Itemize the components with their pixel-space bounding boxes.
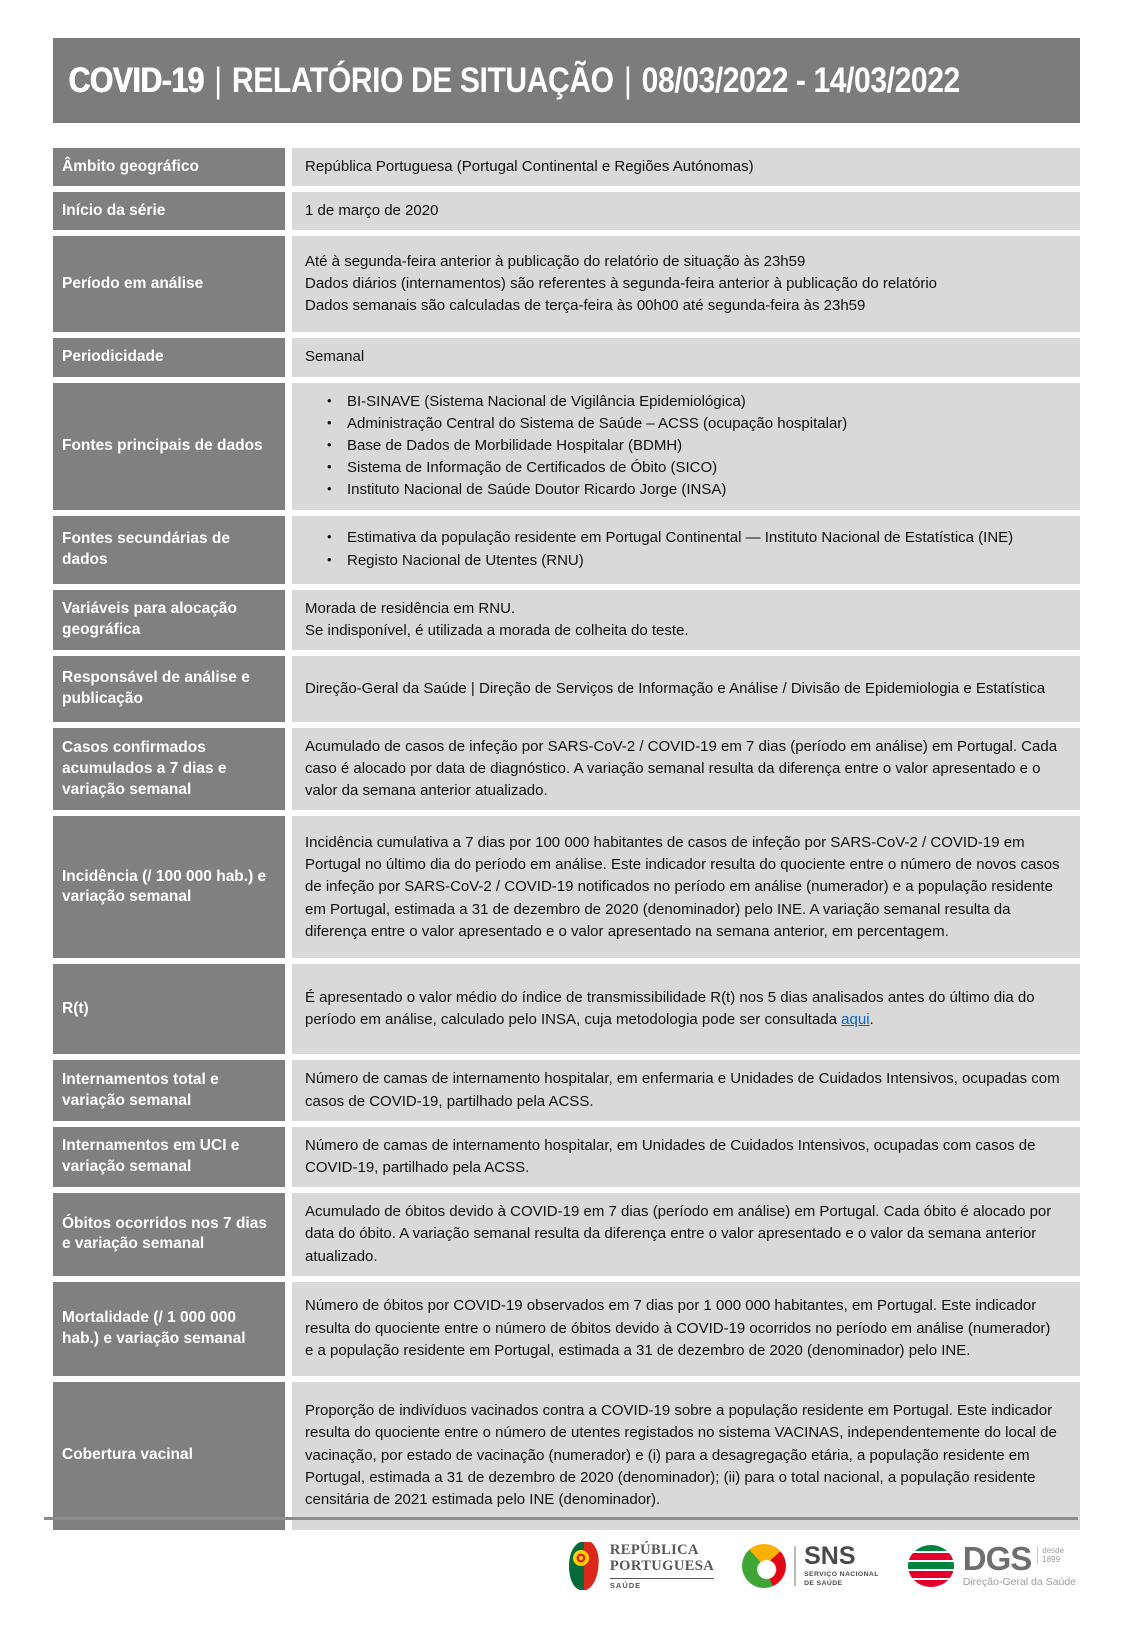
content-line: [305, 987, 1060, 1031]
row-content: [292, 590, 1080, 650]
rp-line2: PORTUGUESA: [609, 1558, 715, 1574]
row-content: [292, 1193, 1080, 1276]
dgs-since-year: 1899: [1042, 1554, 1061, 1564]
content-line: República Portuguesa (Portugal Continental e Regiões Autónomas): [305, 158, 754, 175]
row-label: R(t): [53, 964, 285, 1054]
row-label: Fontes secundárias de dados: [53, 516, 285, 584]
table-row-mortalidade: [53, 1282, 1080, 1376]
content-line: Número de óbitos por COVID-19 observados em 7 dias por 1 000 000 habitantes, em Portugal. Este indicador resulta do quociente entre o número de óbitos devido à COVID-19 ocorridos no período em análise (numerador) e a população residente em Portugal, estimada a 31 de dezembro de 2020 (denominador) pelo INE.: [305, 1297, 1051, 1359]
sns-subtitle-line1: SERVIÇO NACIONAL: [804, 1571, 879, 1579]
sns-subtitle: [804, 1571, 879, 1588]
list-item: [305, 413, 1060, 435]
row-label: Periodicidade: [53, 338, 285, 376]
report-title-doc: RELATÓRIO DE SITUAÇÃO: [231, 60, 614, 100]
sns-logo: [742, 1544, 879, 1588]
row-content: [292, 728, 1080, 811]
row-content: [292, 516, 1080, 584]
row-label: Fontes principais de dados: [53, 383, 285, 510]
row-content: [292, 816, 1080, 958]
list-item-text: Administração Central do Sistema de Saúde – ACSS (ocupação hospitalar): [347, 414, 848, 432]
bullet-icon: •: [327, 481, 332, 497]
portugal-flag-icon: [567, 1540, 601, 1592]
bullet-icon: •: [327, 414, 332, 430]
title-separator: |: [214, 60, 222, 100]
dgs-text: [962, 1539, 1076, 1589]
table-row-internamentos-uci: [53, 1127, 1080, 1187]
sns-subtitle-line2: DE SAÚDE: [804, 1579, 843, 1587]
row-content: [292, 338, 1080, 376]
footer-divider: [44, 1517, 1078, 1520]
content-line: Número de camas de internamento hospitalar, em Unidades de Cuidados Intensivos, ocupadas com casos de COVID-19, partilhado pela ACSS.: [305, 1136, 1036, 1176]
table-row-fontes-secundarias: [53, 516, 1080, 584]
row-label: Âmbito geográfico: [53, 148, 285, 186]
row-label: Internamentos total e variação semanal: [53, 1060, 285, 1120]
table-row-internamentos-total: [53, 1060, 1080, 1120]
row-label: Início da série: [53, 192, 285, 230]
bullet-icon: •: [327, 436, 332, 452]
rp-line1: REPÚBLICA: [609, 1541, 699, 1558]
row-label: Variáveis para alocação geográfica: [53, 590, 285, 650]
list-item-text: Base de Dados de Morbilidade Hospitalar (BDMH): [347, 436, 683, 454]
dgs-full-name: Direção-Geral da Saúde: [962, 1576, 1076, 1589]
row-content: [292, 1382, 1080, 1530]
report-title: [53, 61, 960, 101]
rp-ministry: SAÚDE: [610, 1578, 714, 1590]
row-label: Internamentos em UCI e variação semanal: [53, 1127, 285, 1187]
table-row-casos-confirmados: [53, 728, 1080, 811]
list-item-text: Sistema de Informação de Certificados de Óbito (SICO): [347, 459, 718, 477]
table-row-variaveis: [53, 590, 1080, 650]
content-line: Acumulado de óbitos devido à COVID-19 em 7 dias (período em análise) em Portugal. Cada óbito é alocado por data do óbito. A variação semanal resulta da diferença entre o valor apresentado e o valor da semana anterior atualizado.: [305, 1203, 1052, 1265]
row-content: [292, 236, 1080, 332]
content-line: Dados semanais são calculadas de terça-feira às 00h00 até segunda-feira às 23h59: [305, 297, 866, 315]
content-line: Acumulado de casos de infeção por SARS-CoV-2 / COVID-19 em 7 dias (período em análise) em Portugal. Cada caso é alocado por data de diagnóstico. A variação semanal resulta da diferença entre o valor apresentado e o valor da semana anterior atualizado.: [305, 737, 1058, 800]
table-row-periodo: [53, 236, 1080, 332]
title-separator: |: [623, 60, 632, 100]
bullet-list: [305, 527, 1060, 571]
row-label: Período em análise: [53, 236, 285, 332]
list-item: [305, 550, 1060, 572]
content-line: Número de camas de internamento hospitalar, em enfermaria e Unidades de Cuidados Intensivos, ocupadas com casos de COVID-19, partilhado pela ACSS.: [305, 1070, 1060, 1110]
table-row-incidencia: [53, 816, 1080, 958]
report-title-app: COVID-19: [68, 60, 204, 100]
row-content: [292, 964, 1080, 1054]
row-content: [292, 383, 1080, 510]
table-row-responsavel: [53, 656, 1080, 722]
sns-swirl-icon: [742, 1544, 786, 1588]
dgs-acronym: DGS: [962, 1539, 1032, 1577]
row-content: [292, 656, 1080, 722]
republica-portuguesa-text: [610, 1542, 714, 1590]
bullet-icon: •: [327, 551, 332, 567]
bullet-icon: •: [327, 529, 332, 545]
list-item: [305, 527, 1060, 549]
methodology-link[interactable]: aqui: [841, 1011, 870, 1029]
list-item-text: Instituto Nacional de Saúde Doutor Ricardo Jorge (INSA): [347, 481, 727, 499]
dgs-globe-icon: [907, 1543, 955, 1589]
list-item: [305, 479, 1060, 501]
content-line: Até à segunda-feira anterior à publicação do relatório de situação às 23h59: [305, 253, 806, 271]
report-title-band: [53, 38, 1080, 123]
content-line: Semanal: [305, 348, 365, 366]
content-line: 1 de março de 2020: [305, 202, 439, 220]
footer-logos: [44, 1540, 1078, 1592]
list-item-text: Registo Nacional de Utentes (RNU): [347, 551, 584, 569]
sns-divider: [794, 1546, 796, 1586]
table-row-fontes-principais: [53, 383, 1080, 510]
list-item: [305, 435, 1060, 457]
content-line: Proporção de indivíduos vacinados contra a COVID-19 sobre a população residente em Portugal. Este indicador resulta do quociente entre o número de utentes registados no sistema VACINAS, independentemente do local de vacinação, por estado de vacinação (numerador) e (i) para a desagregação etária, a população residente em Portugal, estimada a 31 de dezembro de 2020 (denominador); (ii) para o total nacional, a população residente censitária de 2021 estimada pelo INE (denominador).: [305, 1402, 1057, 1509]
content-line: Se indisponível, é utilizada a morada de colheita do teste.: [305, 621, 689, 639]
row-label: Cobertura vacinal: [53, 1382, 285, 1530]
content-line: Morada de residência em RNU.: [305, 599, 516, 617]
report-date-range: 08/03/2022 - 14/03/2022: [641, 60, 960, 100]
sns-acronym: SNS: [804, 1542, 856, 1571]
content-line: Dados diários (internamentos) são referentes à segunda-feira anterior à publicação do relatório: [305, 275, 938, 293]
row-content: [292, 1060, 1080, 1120]
metadata-table: [53, 148, 1080, 1530]
bullet-list: [305, 391, 1060, 502]
row-label: Mortalidade (/ 1 000 000 hab.) e variação semanal: [53, 1282, 285, 1376]
row-label: Responsável de análise e publicação: [53, 656, 285, 722]
content-line: Direção-Geral da Saúde | Direção de Serviços de Informação e Análise / Divisão de Epidemiologia e Estatística: [305, 679, 1046, 697]
list-item: [305, 457, 1060, 479]
dgs-since-word: desde: [1042, 1545, 1065, 1555]
dgs-since: [1037, 1546, 1064, 1564]
bullet-icon: •: [327, 392, 332, 408]
table-row-cobertura-vacinal: [53, 1382, 1080, 1530]
table-row-rt: [53, 964, 1080, 1054]
row-label: Óbitos ocorridos nos 7 dias e variação semanal: [53, 1193, 285, 1276]
sns-text: [804, 1544, 879, 1588]
bullet-icon: •: [327, 459, 332, 475]
rt-text-pre: É apresentado o valor médio do índice de transmissibilidade R(t) nos 5 dias analisados antes do último dia do período em análise, calculado pelo INSA, cuja metodologia pode ser consultada: [305, 989, 1035, 1029]
row-content: [292, 192, 1080, 230]
table-row-periodicidade: [53, 338, 1080, 376]
table-row-obitos: [53, 1193, 1080, 1276]
row-content: [292, 1282, 1080, 1376]
row-label: Incidência (/ 100 000 hab.) e variação semanal: [53, 816, 285, 958]
list-item-text: BI-SINAVE (Sistema Nacional de Vigilância Epidemiológica): [347, 392, 746, 410]
rt-text-post: .: [869, 1011, 874, 1029]
republica-portuguesa-logo: [567, 1540, 714, 1592]
table-row-inicio: [53, 192, 1080, 230]
dgs-logo: [907, 1539, 1076, 1589]
row-content: [292, 148, 1080, 186]
row-content: [292, 1127, 1080, 1187]
content-line: Incidência cumulativa a 7 dias por 100 000 habitantes de casos de infeção por SARS-CoV-2 / COVID-19 em Portugal no último dia do período em análise. Este indicador resulta do quociente entre o número de novos casos de infeção por SARS-CoV-2 / COVID-19 notificados no período em análise (numerador) e a população residente em Portugal, estimada a 31 de dezembro de 2020 (denominador) pelo INE. A variação semanal resulta da diferença entre o valor apresentado e o valor apresentado na semana anterior, em percentagem.: [305, 833, 1060, 940]
row-label: Casos confirmados acumulados a 7 dias e variação semanal: [53, 728, 285, 811]
table-row-ambito: [53, 148, 1080, 186]
list-item-text: Estimativa da população residente em Portugal Continental — Instituto Nacional de Estatística (INE): [347, 529, 1014, 547]
list-item: [305, 391, 1060, 413]
